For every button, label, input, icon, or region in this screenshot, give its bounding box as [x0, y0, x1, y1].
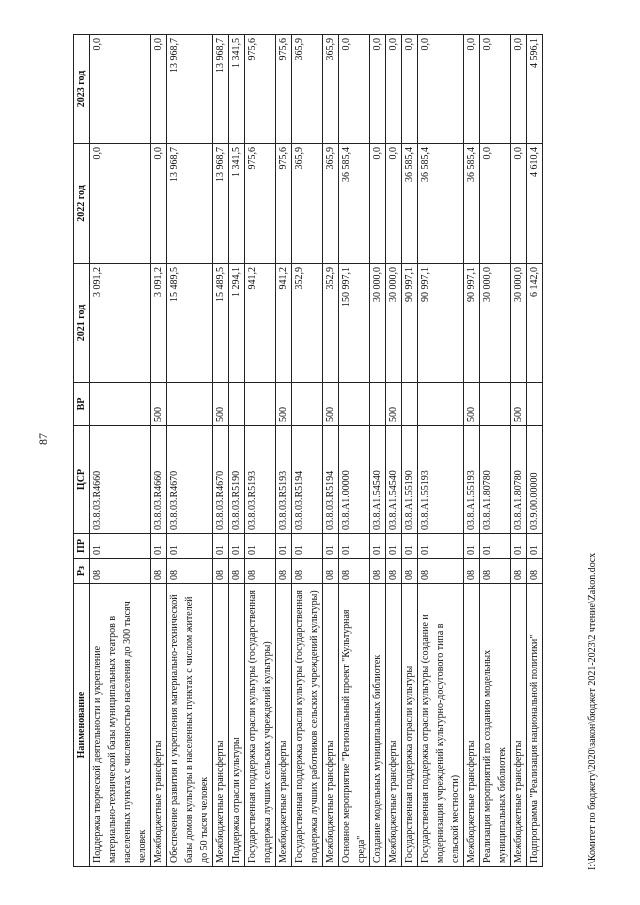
header-pr: ПР: [74, 534, 90, 559]
cell-rz: 08: [167, 559, 213, 584]
cell-pr: 01: [229, 534, 245, 559]
cell-name: Межбюджетные трансферты: [386, 584, 402, 867]
cell-pr: 01: [90, 534, 151, 559]
cell-name: Основное мероприятие "Региональный проект "Культурная среда": [339, 584, 370, 867]
header-vr: ВР: [74, 383, 90, 426]
cell-vr: 500: [511, 383, 527, 426]
cell-2021: 15 489,5: [167, 264, 213, 383]
cell-2021: 30 000,0: [480, 264, 511, 383]
cell-2022: 0,0: [386, 144, 402, 264]
table-row: [292, 35, 323, 867]
cell-2023: 1 341,5: [229, 35, 245, 144]
page-number: 87: [36, 433, 50, 445]
cell-2022: 36 585,4: [402, 144, 418, 264]
cell-2022: 0,0: [151, 144, 167, 264]
cell-2021: 6 142,0: [527, 264, 543, 383]
table-row: [464, 35, 480, 867]
cell-2022: 13 968,7: [167, 144, 213, 264]
cell-vr: 500: [151, 383, 167, 426]
cell-pr: 01: [323, 534, 339, 559]
cell-2023: 4 596,1: [527, 35, 543, 144]
cell-csr: 03.8.A1.55193: [418, 426, 464, 534]
header-2023: 2023 год: [74, 35, 90, 144]
cell-pr: 01: [480, 534, 511, 559]
cell-vr: [167, 383, 213, 426]
cell-name: Подпрограмма "Реализация национальной политики": [527, 584, 543, 867]
cell-2023: 0,0: [386, 35, 402, 144]
header-name: Наименование: [74, 584, 90, 867]
cell-name: Государственная поддержка отрасли культуры: [402, 584, 418, 867]
cell-rz: 08: [402, 559, 418, 584]
cell-2023: 0,0: [511, 35, 527, 144]
cell-rz: 08: [292, 559, 323, 584]
cell-vr: [90, 383, 151, 426]
cell-csr: 03.8.A1.80780: [511, 426, 527, 534]
cell-2022: 36 585,4: [464, 144, 480, 264]
file-path-footer: I:\Комитет по бюджету\2020\закон\бюджет 2021-2023\2 чтение\Zakon.docx: [587, 552, 598, 870]
table-row: [167, 35, 213, 867]
cell-vr: [292, 383, 323, 426]
cell-vr: [339, 383, 370, 426]
cell-csr: 03.8.03.R5193: [245, 426, 276, 534]
cell-rz: 08: [339, 559, 370, 584]
table-row: [90, 35, 151, 867]
cell-name: Обеспечение развития и укрепления материально-технической базы домов культуры в населенных пунктах с числом жителей до 50 тысяч человек: [167, 584, 213, 867]
header-rz: Рз: [74, 559, 90, 584]
cell-2022: 13 968,7: [213, 144, 229, 264]
cell-2022: 0,0: [90, 144, 151, 264]
cell-csr: 03.8.03.R5194: [323, 426, 339, 534]
cell-pr: 01: [402, 534, 418, 559]
cell-name: Межбюджетные трансферты: [276, 584, 292, 867]
cell-pr: 01: [370, 534, 386, 559]
cell-2023: 0,0: [402, 35, 418, 144]
cell-rz: 08: [276, 559, 292, 584]
header-2021: 2021 год: [74, 264, 90, 383]
cell-rz: 08: [464, 559, 480, 584]
table-row: [229, 35, 245, 867]
cell-vr: [245, 383, 276, 426]
cell-name: Реализация мероприятий по созданию модельных муниципальных библиотек: [480, 584, 511, 867]
cell-pr: 01: [418, 534, 464, 559]
cell-2021: 941,2: [245, 264, 276, 383]
cell-2021: 90 997,1: [464, 264, 480, 383]
cell-2023: 0,0: [90, 35, 151, 144]
cell-2023: 0,0: [339, 35, 370, 144]
cell-csr: 03.8.03.R5193: [276, 426, 292, 534]
cell-2021: 90 997,1: [418, 264, 464, 383]
cell-vr: [418, 383, 464, 426]
cell-2022: 36 585,4: [418, 144, 464, 264]
cell-name: Межбюджетные трансферты: [213, 584, 229, 867]
cell-2023: 0,0: [418, 35, 464, 144]
cell-vr: 500: [213, 383, 229, 426]
cell-2022: 4 610,4: [527, 144, 543, 264]
table-row: [370, 35, 386, 867]
cell-2022: 365,9: [323, 144, 339, 264]
cell-name: Межбюджетные трансферты: [464, 584, 480, 867]
cell-csr: 03.8.A1.55190: [402, 426, 418, 534]
cell-2021: 30 000,0: [370, 264, 386, 383]
cell-pr: 01: [245, 534, 276, 559]
cell-csr: 03.9.00.00000: [527, 426, 543, 534]
cell-2021: 30 000,0: [386, 264, 402, 383]
cell-2023: 975,6: [245, 35, 276, 144]
table-row: [323, 35, 339, 867]
table-row: [151, 35, 167, 867]
cell-rz: 08: [213, 559, 229, 584]
cell-2021: 30 000,0: [511, 264, 527, 383]
cell-2023: 0,0: [151, 35, 167, 144]
cell-2022: 0,0: [480, 144, 511, 264]
cell-2022: 1 341,5: [229, 144, 245, 264]
cell-rz: 08: [527, 559, 543, 584]
cell-vr: 500: [464, 383, 480, 426]
cell-name: Межбюджетные трансферты: [323, 584, 339, 867]
table-row: [480, 35, 511, 867]
cell-vr: 500: [386, 383, 402, 426]
cell-name: Межбюджетные трансферты: [151, 584, 167, 867]
cell-csr: 03.8.A1.54540: [386, 426, 402, 534]
cell-2021: 1 294,1: [229, 264, 245, 383]
cell-rz: 08: [370, 559, 386, 584]
cell-vr: [402, 383, 418, 426]
cell-pr: 01: [386, 534, 402, 559]
cell-rz: 08: [480, 559, 511, 584]
cell-2022: 0,0: [511, 144, 527, 264]
table-row: [402, 35, 418, 867]
cell-2023: 0,0: [480, 35, 511, 144]
cell-2023: 0,0: [370, 35, 386, 144]
cell-csr: 03.8.03.R4660: [90, 426, 151, 534]
cell-pr: 01: [527, 534, 543, 559]
cell-name: Поддержка отрасли культуры: [229, 584, 245, 867]
cell-csr: 03.8.A1.55193: [464, 426, 480, 534]
cell-2023: 13 968,7: [213, 35, 229, 144]
cell-pr: 01: [292, 534, 323, 559]
table-row: [276, 35, 292, 867]
cell-pr: 01: [464, 534, 480, 559]
cell-2021: 3 091,2: [151, 264, 167, 383]
cell-2021: 150 997,1: [339, 264, 370, 383]
cell-pr: 01: [511, 534, 527, 559]
cell-vr: [229, 383, 245, 426]
cell-name: Поддержка творческой деятельности и укрепление материально-технической базы муниципальных театров в населенных пунктах с численностью населения до 300 тысяч человек: [90, 584, 151, 867]
table-row: [245, 35, 276, 867]
cell-rz: 08: [323, 559, 339, 584]
cell-rz: 08: [511, 559, 527, 584]
cell-csr: 03.8.A1.80780: [480, 426, 511, 534]
cell-2023: 0,0: [464, 35, 480, 144]
cell-vr: 500: [276, 383, 292, 426]
cell-csr: 03.8.03.R4660: [151, 426, 167, 534]
cell-csr: 03.8.03.R4670: [213, 426, 229, 534]
cell-2023: 365,9: [292, 35, 323, 144]
cell-rz: 08: [151, 559, 167, 584]
cell-rz: 08: [418, 559, 464, 584]
cell-vr: [527, 383, 543, 426]
cell-csr: 03.8.03.R5190: [229, 426, 245, 534]
cell-2022: 975,6: [276, 144, 292, 264]
cell-rz: 08: [386, 559, 402, 584]
table-row: [511, 35, 527, 867]
table-row: [213, 35, 229, 867]
cell-2023: 365,9: [323, 35, 339, 144]
cell-name: Создание модельных муниципальных библиотек: [370, 584, 386, 867]
cell-2021: 90 997,1: [402, 264, 418, 383]
cell-rz: 08: [245, 559, 276, 584]
cell-2021: 3 091,2: [90, 264, 151, 383]
cell-2022: 0,0: [370, 144, 386, 264]
cell-vr: [370, 383, 386, 426]
cell-csr: 03.8.A1.00000: [339, 426, 370, 534]
budget-table: [73, 34, 543, 867]
cell-rz: 08: [229, 559, 245, 584]
cell-name: Межбюджетные трансферты: [511, 584, 527, 867]
cell-name: Государственная поддержка отрасли культуры (государственная поддержка лучших работников сельских учреждений культуры): [292, 584, 323, 867]
table-row: [418, 35, 464, 867]
cell-vr: 500: [323, 383, 339, 426]
cell-2021: 941,2: [276, 264, 292, 383]
table-row: [339, 35, 370, 867]
table-body: [90, 35, 543, 867]
cell-2023: 13 968,7: [167, 35, 213, 144]
cell-csr: 03.8.03.R5194: [292, 426, 323, 534]
cell-2023: 975,6: [276, 35, 292, 144]
cell-2021: 15 489,5: [213, 264, 229, 383]
header-csr: ЦСР: [74, 426, 90, 534]
cell-2021: 352,9: [292, 264, 323, 383]
header-2022: 2022 год: [74, 144, 90, 264]
cell-pr: 01: [167, 534, 213, 559]
cell-rz: 08: [90, 559, 151, 584]
cell-pr: 01: [213, 534, 229, 559]
table-row: [527, 35, 543, 867]
cell-2022: 365,9: [292, 144, 323, 264]
cell-vr: [480, 383, 511, 426]
cell-pr: 01: [151, 534, 167, 559]
cell-name: Государственная поддержка отрасли культуры (государственная поддержка лучших сельских учреждений культуры): [245, 584, 276, 867]
cell-name: Государственная поддержка отрасли культуры (создание и модернизация учреждений культурно-досугового типа в сельской местности): [418, 584, 464, 867]
cell-2022: 36 585,4: [339, 144, 370, 264]
budget-table-container: [73, 35, 543, 867]
cell-2022: 975,6: [245, 144, 276, 264]
cell-2021: 352,9: [323, 264, 339, 383]
cell-csr: 03.8.03.R4670: [167, 426, 213, 534]
table-header-row: [74, 35, 90, 867]
cell-pr: 01: [339, 534, 370, 559]
table-row: [386, 35, 402, 867]
cell-pr: 01: [276, 534, 292, 559]
cell-csr: 03.8.A1.54540: [370, 426, 386, 534]
